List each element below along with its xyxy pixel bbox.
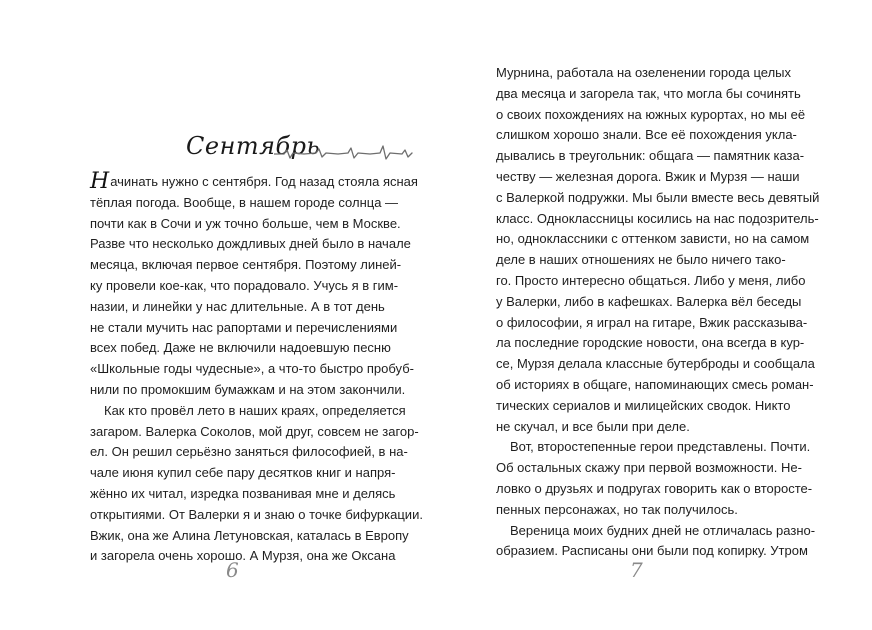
text-line: Мурнина, работала на озеленении города целых — [496, 65, 792, 80]
text-line: почти как в Сочи и уж точно больше, чем в Москве. — [90, 215, 401, 231]
page-number: 7 — [630, 558, 643, 582]
right-body-text — [496, 63, 820, 562]
text-line: образием. Расписаны они были под копирку. Утром — [496, 543, 808, 559]
text-line: Вжик, она же Алина Летуновская, каталась в Европу — [90, 527, 409, 543]
text-line: Вереница моих будних дней не отличалась разно- — [510, 522, 816, 538]
text-line: ловко о друзьях и подругах говорить как о второсте- — [496, 480, 813, 496]
text-line: Как кто провёл лето в наших краях, определяется — [104, 402, 406, 418]
text-line: «Школьные годы чудесные», а что-то быстро пробуб- — [90, 361, 414, 377]
text-line: но, одноклассники с оттенком зависти, но на самом — [496, 231, 810, 247]
drop-cap: Н — [90, 169, 110, 194]
text-line: ку провели кое-как, что порадовало. Учусь я в гим- — [90, 277, 399, 293]
text-line: о своих похождениях на южных курортах, но мы её — [496, 106, 806, 122]
text-line: жённо их читал, изредка позванивая мне и делясь — [90, 485, 396, 501]
text-line: деле в наших отношениях не было ничего тако- — [496, 252, 786, 268]
text-line: дывались в треугольник: общага — памятник каза- — [496, 148, 805, 164]
text-line: всех побед. Даже не включили надоевшую песню — [90, 340, 391, 356]
text-line: открытиями. От Валерки я и знаю о точке бифуркации. — [90, 506, 423, 522]
text-line: се, Мурзя делала классные бутерброды и сообщала — [496, 356, 815, 372]
text-line: тёплая погода. Вообще, в нашем городе солнца — — [90, 194, 399, 210]
text-line: ла последние городские новости, она всегда в кур- — [496, 335, 805, 351]
text-line: слишком хорошо знали. Все её похождения укла- — [496, 127, 797, 143]
text-line: месяца, включая первое сентября. Поэтому линей- — [90, 257, 402, 273]
heartbeat-ornament-icon — [274, 142, 414, 164]
left-body-text — [90, 169, 423, 567]
text-line: два месяца и загорела так, что могла бы сочинять — [496, 85, 801, 101]
text-line: Об остальных скажу при первой возможности. Не- — [496, 460, 802, 476]
page-number: 6 — [226, 558, 239, 582]
text-line: об историях в общаге, напоминающих смесь роман- — [496, 376, 814, 392]
text-line: загаром. Валерка Соколов, мой друг, совсем не загор- — [90, 423, 419, 439]
text-line: пенных персонажах, но так получилось. — [496, 501, 738, 517]
text-line: и загорела очень хорошо. А Мурзя, она же Оксана — [90, 548, 396, 564]
text-line: честву — железная дорога. Вжик и Мурзя — наши — [496, 168, 800, 184]
text-line: Начинать нужно с сентября. Год назад стояла ясная — [90, 169, 418, 194]
text-line: Вот, второстепенные герои представлены. Почти. — [510, 439, 811, 455]
text-line: у Валерки, либо в кафешках. Валерка вёл беседы — [496, 293, 802, 309]
text-line: нили по промокшим бумажкам и на этом закончили. — [90, 381, 406, 397]
text-line: чале июня купил себе пару десятков книг и напря- — [90, 465, 396, 481]
text-line: тических сериалов и милицейских сводок. Никто — [496, 397, 791, 413]
text-line: не скучал, и все были при деле. — [496, 418, 690, 434]
chapter-heading — [186, 132, 426, 172]
text-line: с Валеркой подружки. Мы были вместе весь девятый — [496, 189, 820, 205]
text-line: го. Просто интересно общаться. Либо у меня, либо — [496, 272, 806, 288]
text-line: ел. Он решил серьёзно заняться философией, в на- — [90, 444, 408, 460]
text-line: назии, и линейки у нас длительные. А в тот день — [90, 298, 385, 314]
text-line: о философии, я играл на гитаре, Вжик рассказыва- — [496, 314, 808, 330]
text-line: класс. Одноклассницы косились на нас подозритель- — [496, 210, 819, 226]
text-line: Разве что несколько дождливых дней было в начале — [90, 236, 411, 252]
text-line: не стали мучить нас рапортами и перечислениями — [90, 319, 398, 335]
chapter-title: Сентябрь — [186, 132, 321, 160]
